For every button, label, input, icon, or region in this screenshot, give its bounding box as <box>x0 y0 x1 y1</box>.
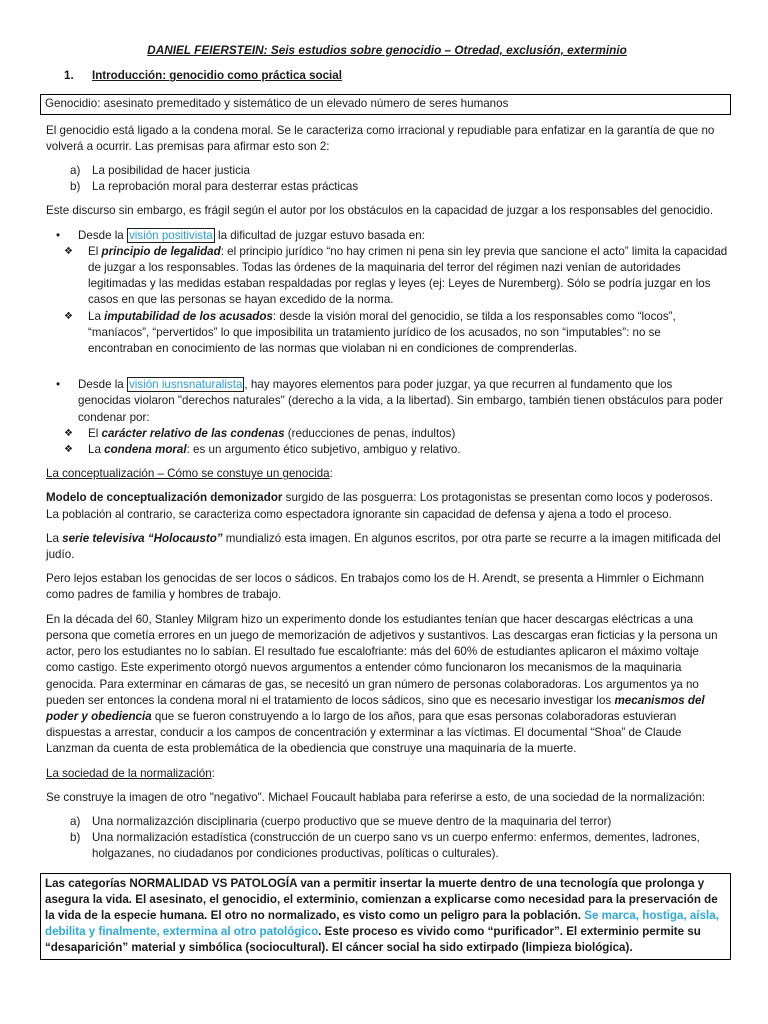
item-text: La <box>88 309 105 323</box>
list-item-text: Una normalizazción disciplinaria (cuerpo productivo que se mueve dentro de la maquinaria del terror) <box>92 814 612 828</box>
summary-box <box>40 873 731 960</box>
list-marker: b) <box>70 831 81 845</box>
item-text: : el principio jurídico “no hay crimen ni pena sin ley previa que sancione el acto” limita la capacidad de juzgar a los responsables. Todas las órdenes de la maquinaria del terror del régimen nazi venían de autoridades legitimadas y las medidas estaban respaldadas por reglas y leyes (ej: Leyes de Nuremberg). Sólo se podría juzgar en los casos en que las personas se hayan excedido de la norma. <box>88 244 728 307</box>
item-emphasis: imputabilidad de los acusados <box>104 309 273 323</box>
paragraph-foucault: Se construye la imagen de otro "negativo". Michael Foucault hablaba para referirse a esto, de una sociedad de la normalización: <box>46 790 706 804</box>
list-item <box>70 830 728 862</box>
item-emphasis: principio de legalidad <box>101 244 221 258</box>
subheading-text: La conceptualización – Cómo se constuye un genocida <box>46 467 330 481</box>
diamond-item-legalidad <box>46 244 728 309</box>
list-marker: b) <box>70 180 81 194</box>
definition-box: Genocidio: asesinato premeditado y sistemático de un elevado número de seres humanos <box>40 94 731 114</box>
paragraph-modelo <box>46 490 728 522</box>
bullet-iusnaturalist <box>46 377 728 426</box>
bullet-text: la dificultad de juzgar estuvo basada en: <box>214 228 425 242</box>
summary-highlight: Se marca, hostiga, aísla, debilita y finalmente, extermina al otro patológico <box>45 908 719 939</box>
link-vision-positivista[interactable]: visión positivista <box>128 228 213 242</box>
item-text: : desde la visión moral del genocidio, se tilda a los responsables como “locos”, “maníacos”, “pervertidos” lo que imposibilita un tratamiento jurídico de los acusados, no son “imputables”: no se encontraban en conocimiento de las normas que violaban ni en condiciones de comprenderlas. <box>88 309 676 356</box>
paragraph-text: En la década del 60, Stanley Milgram hizo un experimento donde los estudiantes tenían que hacer descargas eléctricas a una persona que cometía errores en un juego de memorización de adjetivos y sustantivos. Las descargas eran ficticias y la persona un actor, pero los estudiantes no lo sabían. El resultado fue escalofriante: más del 60% de estudiantes aplicaron el máximo voltaje como castigo. Este experimento otorgó nuevos argumentos a entender cómo funcionaron los mecanismos de la maquinaria genocida. Para exterminar en cámaras de gas, se necesitó un gran número de personas colaboradoras. Los argumentos ya no pueden ser entonces la condena moral ni el tratamiento de locos sádicos, sino que es necesario investigar los <box>46 612 718 707</box>
list-marker: a) <box>70 164 81 178</box>
paragraph-arendt: Pero lejos estaban los genocidas de ser locos o sádicos. En trabajos como los de H. Arendt, se presenta a Himmler o Eichmann como padres de familia y hombres de trabajo. <box>46 572 704 602</box>
item-text: (reducciones de penas, indultos) <box>284 426 456 440</box>
list-marker: a) <box>70 814 81 828</box>
diamond-bullet-icon: ❖ <box>64 245 73 257</box>
item-emphasis: carácter relativo de las condenas <box>101 426 285 440</box>
paragraph-text: mundializó esta imagen. En algunos escritos, por otra parte se recurre a la imagen mitificada del judío. <box>46 531 721 562</box>
list-item <box>70 179 728 195</box>
spacer <box>46 357 728 377</box>
diamond-item-relativo <box>46 426 728 442</box>
paragraph-milgram <box>46 612 728 758</box>
diamond-bullet-icon: ❖ <box>64 444 73 456</box>
subheading-suffix: : <box>211 766 215 780</box>
list-item <box>70 163 728 179</box>
bullet-text: Desde la <box>78 378 127 392</box>
subheading-conceptualizacion <box>46 466 728 482</box>
item-text: La <box>88 443 105 457</box>
paragraph-text: que se fueron construyendo a lo largo de los años, para que esas personas colaboradoras estuvieran dispuestas a arrestar, conducir a los campos de concentración y exterminar a las víctimas. El documental “Shoa” de Claude Lanzman da cuenta de esta problemática de la obediencia que construye una maquinaria de la muerte. <box>46 709 682 756</box>
item-text: : es un argumento ético subjetivo, ambiguo y relativo. <box>186 443 461 457</box>
list-item <box>70 814 728 830</box>
list-item-text: La reprobación moral para desterrar estas prácticas <box>92 180 359 194</box>
list-item-text: La posibilidad de hacer justicia <box>92 164 250 178</box>
subheading-normalizacion <box>46 766 728 782</box>
bullet-positivist <box>46 228 728 244</box>
summary-text: . Este proceso es vivido como “purificador”. El exterminio permite su “desaparición” material y simbólica (sociocultural). El cáncer social ha sido extirpado (limpieza biológica). <box>45 925 701 955</box>
section-heading <box>64 68 728 84</box>
summary-text: Las categorías NORMALIDAD VS PATOLOGÍA van a permitir insertar la muerte dentro de una tecnología que prolonga y asegura la vida. El asesinato, el genocidio, el exterminio, comienzan a explicarse como necesidad para la preservación de la vida de la especie humana. El otro no normalizado, es visto como un peligro para la población. <box>45 876 718 922</box>
paragraph-obstacles: Este discurso sin embargo, es frágil según el autor por los obstáculos en la capacidad de juzgar a los responsables del genocidio. <box>46 204 714 218</box>
bullet-text: , hay mayores elementos para poder juzgar, ya que recurren al fundamento que los genocidas violaron "derechos naturales" (derecho a la vida, a la libertad). Sin embargo, también tienen obstáculos para poder condenar por: <box>78 378 723 424</box>
diamond-item-condena <box>46 442 728 458</box>
section-number: 1. <box>64 69 74 83</box>
paragraph-strong: Modelo de conceptualización demonizador <box>46 491 283 505</box>
paragraph-text: surgido de las posguerra: Los protagonistas se presentan como locos y poderosos. La población al contrario, se caracteriza como espectadora ignorante sin capacidad de defensa y ajena a todo el proceso. <box>46 491 713 521</box>
bullet-text: Desde la <box>78 228 127 242</box>
bullet-dot-icon: • <box>56 228 61 242</box>
premises-list <box>46 163 728 195</box>
section-title: Introducción: genocidio como práctica social <box>92 69 342 83</box>
item-text: El <box>88 426 102 440</box>
normalization-list <box>46 814 728 863</box>
paragraph-intro: El genocidio está ligado a la condena moral. Se le caracteriza como irracional y repudiable para enfatizar en la garantía de que no volverá a ocurrir. Las premisas para afirmar esto son 2: <box>46 123 715 153</box>
list-item-text: Una normalización estadística (construcción de un cuerpo sano vs un cuerpo enfermo: enfermos, dementes, ladrones, holgazanes, no ciudadanos por condiciones productivas, políticas o culturales). <box>92 831 700 861</box>
paragraph-emphasis: mecanismos del poder y obediencia <box>46 693 705 723</box>
paragraph-text: La <box>46 531 63 545</box>
subheading-text: La sociedad de la normalización <box>46 766 212 780</box>
link-vision-iusnaturalista[interactable]: visión iusnsnaturalista <box>128 378 243 392</box>
item-emphasis: condena moral <box>104 443 187 457</box>
bullet-dot-icon: • <box>56 378 61 392</box>
diamond-bullet-icon: ❖ <box>64 427 73 439</box>
paragraph-emphasis: serie televisiva “Holocausto” <box>62 531 223 545</box>
paragraph-serie <box>46 531 728 563</box>
diamond-bullet-icon: ❖ <box>64 310 73 322</box>
diamond-item-imputabilidad <box>46 309 728 358</box>
item-text: El <box>88 244 102 258</box>
document-title: DANIEL FEIERSTEIN: Seis estudios sobre genocidio – Otredad, exclusión, exterminio <box>147 43 627 57</box>
subheading-suffix: : <box>329 467 333 481</box>
